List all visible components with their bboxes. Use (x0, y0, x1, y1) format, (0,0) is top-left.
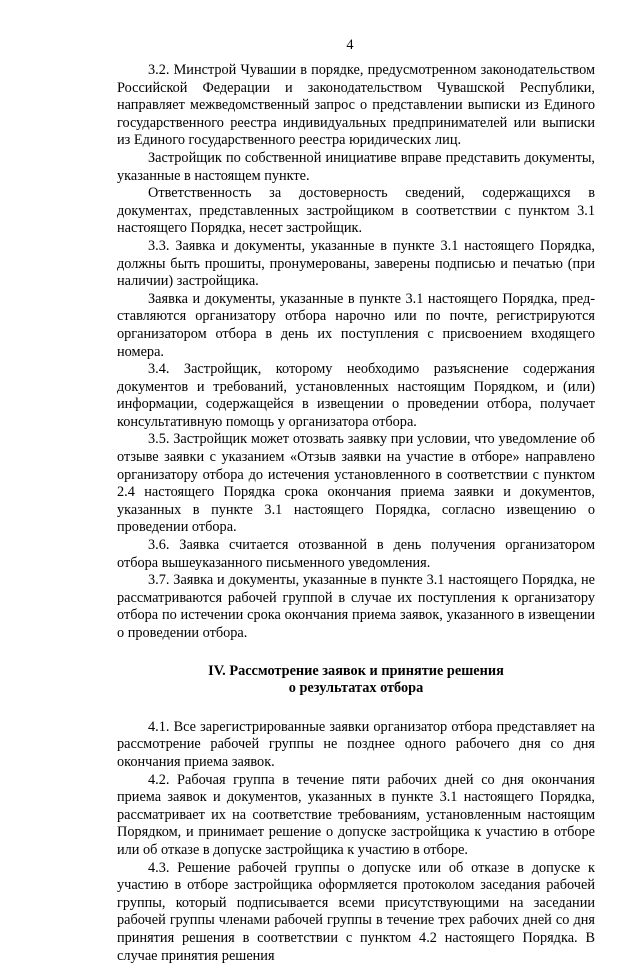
paragraph-3-5: 3.5. Застройщик может отозвать заявку при условии, что уведомление об отзыве заявки с указанием «Отзыв заявки на участие в отборе» направлено организатору отбора до истечения установленного в соответствии с пунктом 2.4 настоящего Порядка срока окончания приема заявки и документов, указанных в пункте 3.1 настоящего Порядка, согласно извещению о проведении отбора. (117, 431, 595, 536)
paragraph-3-7: 3.7. Заявка и документы, указанные в пункте 3.1 настоящего Порядка, не рассматриваются рабочей группой в случае их поступления к организатору отбора по истечении срока окончания приема заявок, указанного в извещении о проведении отбора. (117, 572, 595, 641)
paragraph-3-2-initiative: Застройщик по собственной инициативе вправе представить документы, указанные в настоящем пункте. (117, 149, 595, 184)
paragraph-4-3: 4.3. Решение рабочей группы о допуске или об отказе в допуске к участию в отборе застройщика оформляется протоколом заседания рабочей группы, который подписывается всеми присутствующими на заседании рабочей группы членами рабочей группы в течение трех рабочих дней со дня принятия решения в соответствии с пунктом 4.2 настоящего Порядка. В случае принятия решения (117, 859, 595, 964)
document-body (117, 62, 595, 965)
paragraph-4-2: 4.2. Рабочая группа в течение пяти рабочих дней со дня окончания приема заявок и документов, указанных в пункте 3.1 настоящего Порядка, рассматривает их на соответствие требованиям, установленным настоящим Порядком, и принимает решение о допуске застройщика к участию в отборе или об отказе в допуске застройщика к участию в отборе. (117, 771, 595, 858)
paragraph-3-3: 3.3. Заявка и документы, указанные в пункте 3.1 настоящего Порядка, должны быть прошиты, пронумерованы, заверены подписью и печатью (при наличии) застройщика. (117, 237, 595, 290)
section-heading-iv (117, 663, 595, 698)
page-number: 4 (346, 37, 354, 53)
section-heading-line-2: о результатах отбора (288, 680, 424, 697)
paragraph-3-2-responsibility: Ответственность за достоверность сведений, содержащихся в документах, представленных застройщиком в соответствии с пунктом 3.1 настоящего Порядка, несет застройщик. (117, 185, 595, 237)
paragraph-3-2: 3.2. Минстрой Чувашии в порядке, предусмотренном законодательством Российской Федерации и законодательством Чувашской Республики, направляет межведомственный запрос о представлении выписки из Единого государственного реестра индивидуальных предпринимателей или выписки из Единого государственного реестра юридических лиц. (117, 62, 595, 149)
paragraph-3-6: 3.6. Заявка считается отозванной в день получения организатором отбора вышеуказанного письменного уведомления. (117, 537, 595, 571)
paragraph-3-4: 3.4. Застройщик, которому необходимо разъяснение содержания документов и требований, установленных настоящим Порядком, и (или) информации, содержащейся в извещении о проведении отбора, получает консультативную помощь у организатора отбора. (117, 361, 595, 430)
paragraph-3-3-submission: Заявка и документы, указанные в пункте 3.1 настоящего Порядка, представляются организатору отбора нарочно или по почте, регистрируются организатором отбора в день их поступления с присвоением входящего номера. (117, 290, 595, 360)
section-heading-line-1: IV. Рассмотрение заявок и принятие решения (208, 662, 504, 679)
paragraph-4-1: 4.1. Все зарегистрированные заявки организатор отбора представляет на рассмотрение рабочей группы не позднее одного рабочего дня со дня окончания приема заявок. (117, 718, 595, 770)
